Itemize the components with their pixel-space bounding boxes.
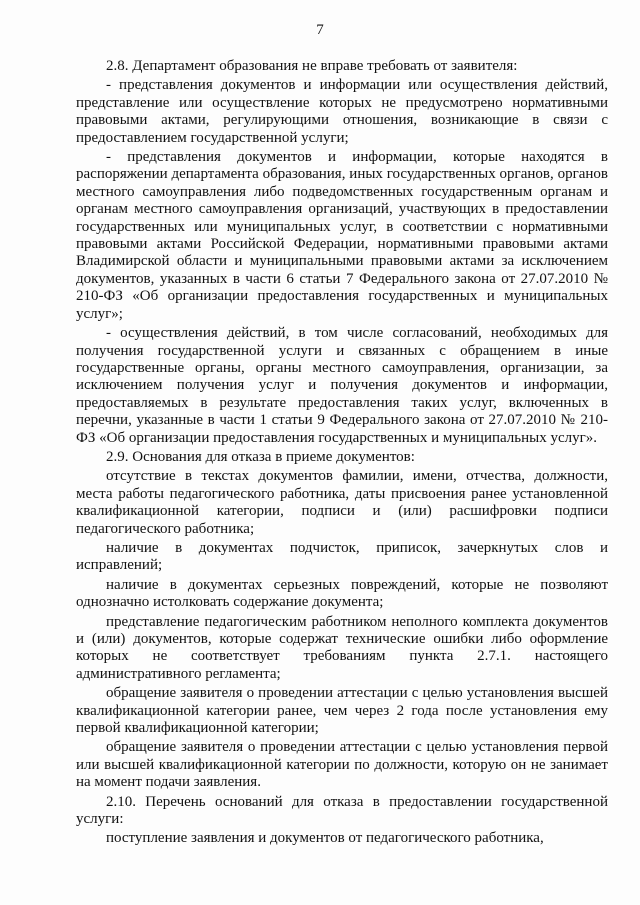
- reason-missing-data: отсутствие в текстах документов фамилии, имени, отчества, должности, места работы педагогического работника, даты присвоения ранее установленной квалификационной категории, подписи и (или) расшифровки подписи педагогического работника;: [76, 468, 608, 537]
- page-number: 7: [316, 22, 324, 38]
- reason-damage: наличие в документах серьезных повреждений, которые не позволяют однозначно истолковать содержание документа;: [76, 576, 608, 611]
- paragraph-2-8: 2.8. Департамент образования не вправе требовать от заявителя:: [106, 58, 518, 74]
- paragraph-2-10: 2.10. Перечень оснований для отказа в предоставлении государственной услуги:: [76, 793, 608, 828]
- list-item-documents: - представления документов и информации, которые находятся в распоряжении департамента образования, иных государственных органов, органов местного самоуправления либо подведомственных государственным органам и органам местного самоуправления организаций, участвующих в предоставлении государственных или муниципальных услуг, в соответствии с нормативными правовыми актами Российской Федерации, нормативными правовыми актами Владимирской области и муниципальными правовыми актами за исключением документов, указанных в части 6 статьи 7 Федерального закона от 27.07.2010 № 210-ФЗ «Об организации предоставления государственных и муниципальных услуг»;: [76, 149, 608, 322]
- reason-early-highest: обращение заявителя о проведении аттестации с целью установления высшей квалификационной категории ранее, чем через 2 года после установления ему первой квалификационной категории;: [76, 685, 608, 737]
- list-item-actions: - осуществления действий, в том числе согласований, необходимых для получения государственной услуги и связанных с обращением в иные государственные органы, органы местного самоуправления, организации, за исключением получения услуг и получения документов и информации, предоставляемых в результате предоставления таких услуг, включенных в перечни, указанные в части 1 статьи 9 Федерального закона от 27.07.2010 № 210-ФЗ «Об организации предоставления государственных и муниципальных услуг».: [76, 325, 608, 446]
- refusal-reason-first: поступление заявления и документов от педагогического работника,: [106, 830, 544, 847]
- document-body: [76, 58, 608, 850]
- reason-corrections: наличие в документах подчисток, приписок, зачеркнутых слов и исправлений;: [76, 539, 608, 574]
- paragraph-2-9: 2.9. Основания для отказа в приеме документов:: [106, 448, 415, 465]
- list-item-representation: - представления документов и информации или осуществления действий, представление или осуществление которых не предусмотрено нормативными правовыми актами, регулирующими отношения, возникающие в связи с предоставлением государственной услуги;: [76, 77, 608, 146]
- reason-position: обращение заявителя о проведении аттестации с целью установления первой или высшей квалификационной категории по должности, которую он не занимает на момент подачи заявления.: [76, 739, 608, 791]
- reason-incomplete: представление педагогическим работником неполного комплекта документов и (или) документов, которые содержат технические ошибки либо оформление которых не соответствует требованиям пункта 2.7.1. настоящего административного регламента;: [76, 613, 608, 682]
